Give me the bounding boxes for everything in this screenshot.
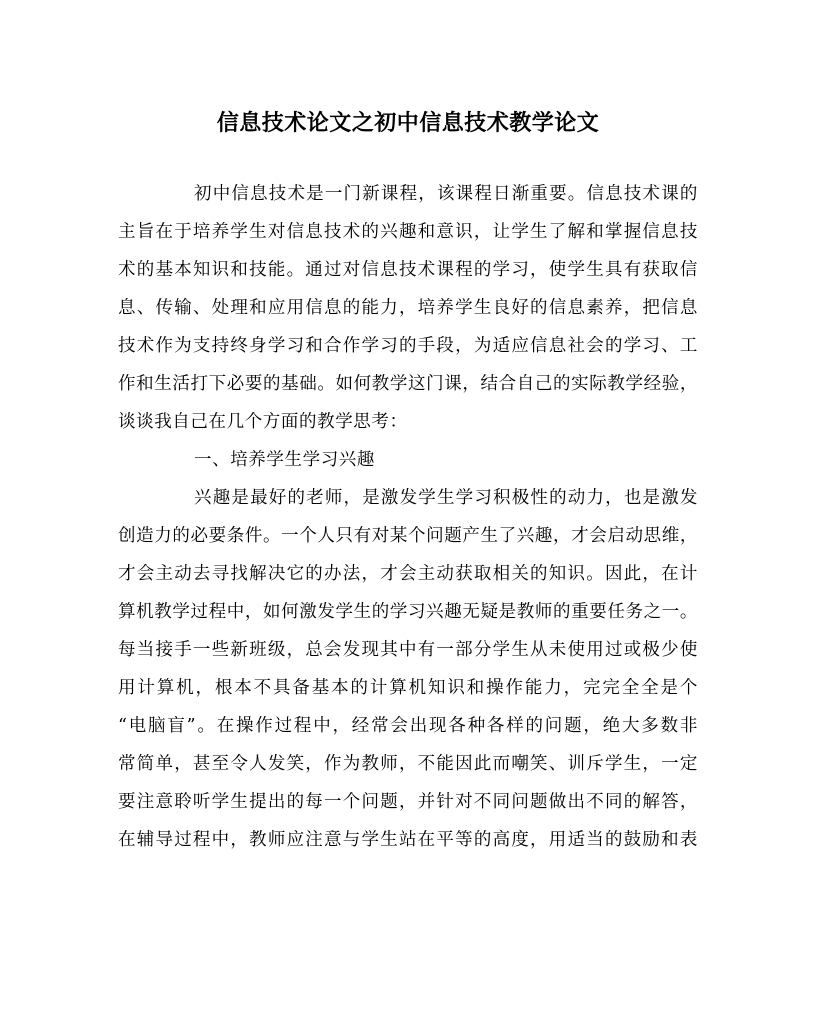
text-line: 谈谈我自己在几个方面的教学思考：	[118, 412, 408, 432]
text-line: 常简单，甚至令人发笑，作为教师，不能因此而嘲笑、训斥学生，一定	[118, 754, 698, 774]
document-body	[118, 175, 698, 859]
text-line: “电脑盲”。在操作过程中，经常会出现各种各样的问题，绝大多数非	[118, 716, 698, 736]
text-line: 创造力的必要条件。一个人只有对某个问题产生了兴趣，才会启动思维，	[118, 526, 698, 546]
text-line: 算机教学过程中，如何激发学生的学习兴趣无疑是教师的重要任务之一。	[118, 602, 698, 622]
text-line: 息、传输、处理和应用信息的能力，培养学生良好的信息素养，把信息	[118, 298, 698, 318]
paragraph	[118, 175, 698, 441]
text-line: 主旨在于培养学生对信息技术的兴趣和意识，让学生了解和掌握信息技	[118, 222, 698, 242]
paragraph	[118, 479, 698, 859]
text-line: 用计算机，根本不具备基本的计算机知识和操作能力，完完全全是个	[118, 678, 698, 698]
text-line: 要注意聆听学生提出的每一个问题，并针对不同问题做出不同的解答，	[118, 792, 698, 812]
document-title: 信息技术论文之初中信息技术教学论文	[216, 110, 600, 136]
heading-line: 一、培养学生学习兴趣	[194, 450, 375, 470]
text-line: 初中信息技术是一门新课程，该课程日渐重要。信息技术课的	[194, 184, 698, 204]
text-line: 技术作为支持终身学习和合作学习的手段，为适应信息社会的学习、工	[118, 336, 698, 356]
text-line: 兴趣是最好的老师，是激发学生学习积极性的动力，也是激发	[194, 488, 698, 508]
text-line: 术的基本知识和技能。通过对信息技术课程的学习，使学生具有获取信	[118, 260, 698, 280]
text-line: 每当接手一些新班级，总会发现其中有一部分学生从未使用过或极少使	[118, 640, 698, 660]
text-line: 作和生活打下必要的基础。如何教学这门课，结合自己的实际教学经验，	[118, 374, 698, 394]
section-heading	[118, 441, 698, 479]
text-line: 在辅导过程中，教师应注意与学生站在平等的高度，用适当的鼓励和表	[118, 830, 698, 850]
text-line: 才会主动去寻找解决它的办法，才会主动获取相关的知识。因此，在计	[118, 564, 698, 584]
